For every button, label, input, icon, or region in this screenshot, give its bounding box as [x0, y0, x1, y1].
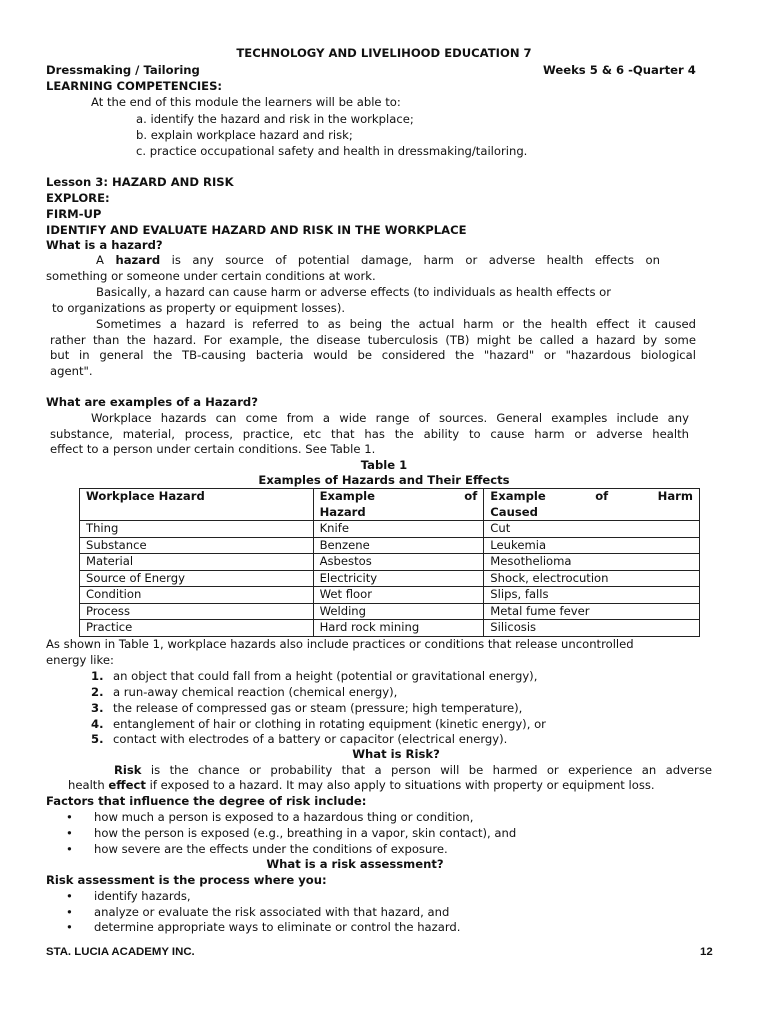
table-cell: Leukemia — [484, 537, 700, 554]
bullet-icon: • — [66, 889, 73, 903]
hazard-paragraph-line: Sometimes a hazard is referred to as being the actual harm or the health effect it caused — [96, 317, 696, 331]
risk-heading: What is Risk? — [352, 747, 440, 761]
table-cell: Hard rock mining — [313, 620, 484, 637]
weeks-label: Weeks 5 & 6 -Quarter 4 — [543, 63, 696, 77]
document-title: TECHNOLOGY AND LIVELIHOOD EDUCATION 7 — [236, 46, 532, 60]
bullet-icon: • — [66, 810, 73, 824]
assessment-intro: Risk assessment is the process where you: — [46, 873, 327, 887]
table-cell: Knife — [313, 521, 484, 538]
competency-item: a. identify the hazard and risk in the workplace; — [136, 112, 414, 126]
risk-paragraph-line: health effect if exposed to a hazard. It may also apply to situations with property or equipment loss. — [68, 778, 655, 792]
table-caption: Examples of Hazards and Their Effects — [258, 473, 510, 487]
table-cell: Electricity — [313, 570, 484, 587]
table-label: Table 1 — [360, 458, 408, 472]
table-row — [80, 587, 700, 604]
energy-intro-line: energy like: — [46, 653, 114, 667]
table-cell: Cut — [484, 521, 700, 538]
table-header-cell: Example of Hazard — [313, 489, 484, 521]
hazard-paragraph-line: Basically, a hazard can cause harm or adverse effects (to individuals as health effects or — [96, 285, 612, 299]
table-body — [80, 521, 700, 637]
bullet-icon: • — [66, 826, 73, 840]
energy-list-item: 1. an object that could fall from a height (potential or gravitational energy), — [91, 669, 538, 683]
table-header-cell: Example of Harm Caused — [484, 489, 700, 521]
energy-list-item: 2. a run-away chemical reaction (chemical energy), — [91, 685, 398, 699]
footer-school: STA. LUCIA ACADEMY INC. — [46, 946, 195, 958]
factor-list-item: • how the person is exposed (e.g., breathing in a vapor, skin contact), and — [66, 826, 517, 840]
table-cell: Source of Energy — [80, 570, 314, 587]
assessment-list-item: • identify hazards, — [66, 889, 191, 903]
hazard-heading: What is a hazard? — [46, 238, 163, 252]
energy-intro-line: As shown in Table 1, workplace hazards also include practices or conditions that release uncontrolled — [46, 637, 634, 651]
table-cell: Material — [80, 554, 314, 571]
examples-paragraph-line: Workplace hazards can come from a wide range of sources. General examples include any — [91, 411, 689, 425]
examples-paragraph-line: substance, material, process, practice, etc that has the ability to cause harm or adverse health — [50, 427, 689, 441]
lesson-title: Lesson 3: HAZARD AND RISK — [46, 175, 234, 189]
hazard-paragraph-line: to organizations as property or equipment losses). — [52, 301, 346, 315]
table-row — [80, 620, 700, 637]
hazard-paragraph-line: A hazard is any source of potential damage, harm or adverse health effects on — [96, 253, 660, 267]
table-row — [80, 537, 700, 554]
subject-label: Dressmaking / Tailoring — [46, 63, 200, 77]
bullet-icon: • — [66, 905, 73, 919]
hazard-paragraph-line: rather than the hazard. For example, the disease tuberculosis (TB) might be called a hazard by some — [50, 333, 696, 347]
table-cell: Shock, electrocution — [484, 570, 700, 587]
table-header-row — [80, 489, 700, 521]
table-row — [80, 521, 700, 538]
table-cell: Mesothelioma — [484, 554, 700, 571]
table-cell: Condition — [80, 587, 314, 604]
table-cell: Substance — [80, 537, 314, 554]
competencies-heading: LEARNING COMPETENCIES: — [46, 79, 223, 93]
examples-paragraph-line: effect to a person under certain conditions. See Table 1. — [50, 442, 376, 456]
energy-list-item: 3. the release of compressed gas or steam (pressure; high temperature), — [91, 701, 523, 715]
hazards-table — [79, 488, 700, 637]
energy-list-item: 5. contact with electrodes of a battery or capacitor (electrical energy). — [91, 732, 508, 746]
hazard-paragraph-line: but in general the TB-causing bacteria would be considered the "hazard" or "hazardous biological — [50, 348, 696, 362]
hazard-paragraph-line: agent". — [50, 364, 93, 378]
assessment-list-item: • analyze or evaluate the risk associated with that hazard, and — [66, 905, 450, 919]
risk-paragraph-line: Risk is the chance or probability that a person will be harmed or experience an adverse — [114, 763, 712, 777]
table-cell: Silicosis — [484, 620, 700, 637]
factor-list-item: • how severe are the effects under the conditions of exposure. — [66, 842, 448, 856]
table-cell: Asbestos — [313, 554, 484, 571]
bullet-icon: • — [66, 842, 73, 856]
section-heading: IDENTIFY AND EVALUATE HAZARD AND RISK IN THE WORKPLACE — [46, 223, 467, 237]
factor-list-item: • how much a person is exposed to a hazardous thing or condition, — [66, 810, 474, 824]
table-cell: Thing — [80, 521, 314, 538]
explore-label: EXPLORE: — [46, 191, 110, 205]
firmup-label: FIRM-UP — [46, 207, 102, 221]
table-cell: Metal fume fever — [484, 603, 700, 620]
table-cell: Benzene — [313, 537, 484, 554]
table-cell: Process — [80, 603, 314, 620]
table-row — [80, 603, 700, 620]
table-cell: Welding — [313, 603, 484, 620]
table-cell: Practice — [80, 620, 314, 637]
table-header-cell: Workplace Hazard — [80, 489, 314, 521]
table-cell: Slips, falls — [484, 587, 700, 604]
assessment-heading: What is a risk assessment? — [266, 857, 444, 871]
assessment-list-item: • determine appropriate ways to eliminate or control the hazard. — [66, 920, 461, 934]
bullet-icon: • — [66, 920, 73, 934]
examples-heading: What are examples of a Hazard? — [46, 395, 258, 409]
competencies-intro: At the end of this module the learners will be able to: — [91, 95, 401, 109]
hazard-paragraph-line: something or someone under certain conditions at work. — [46, 269, 376, 283]
competency-item: b. explain workplace hazard and risk; — [136, 128, 353, 142]
table-cell: Wet floor — [313, 587, 484, 604]
page-number: 12 — [700, 946, 713, 958]
energy-list-item: 4. entanglement of hair or clothing in rotating equipment (kinetic energy), or — [91, 717, 546, 731]
table-row — [80, 554, 700, 571]
competency-item: c. practice occupational safety and health in dressmaking/tailoring. — [136, 144, 528, 158]
factors-heading: Factors that influence the degree of risk include: — [46, 794, 367, 808]
table-row — [80, 570, 700, 587]
